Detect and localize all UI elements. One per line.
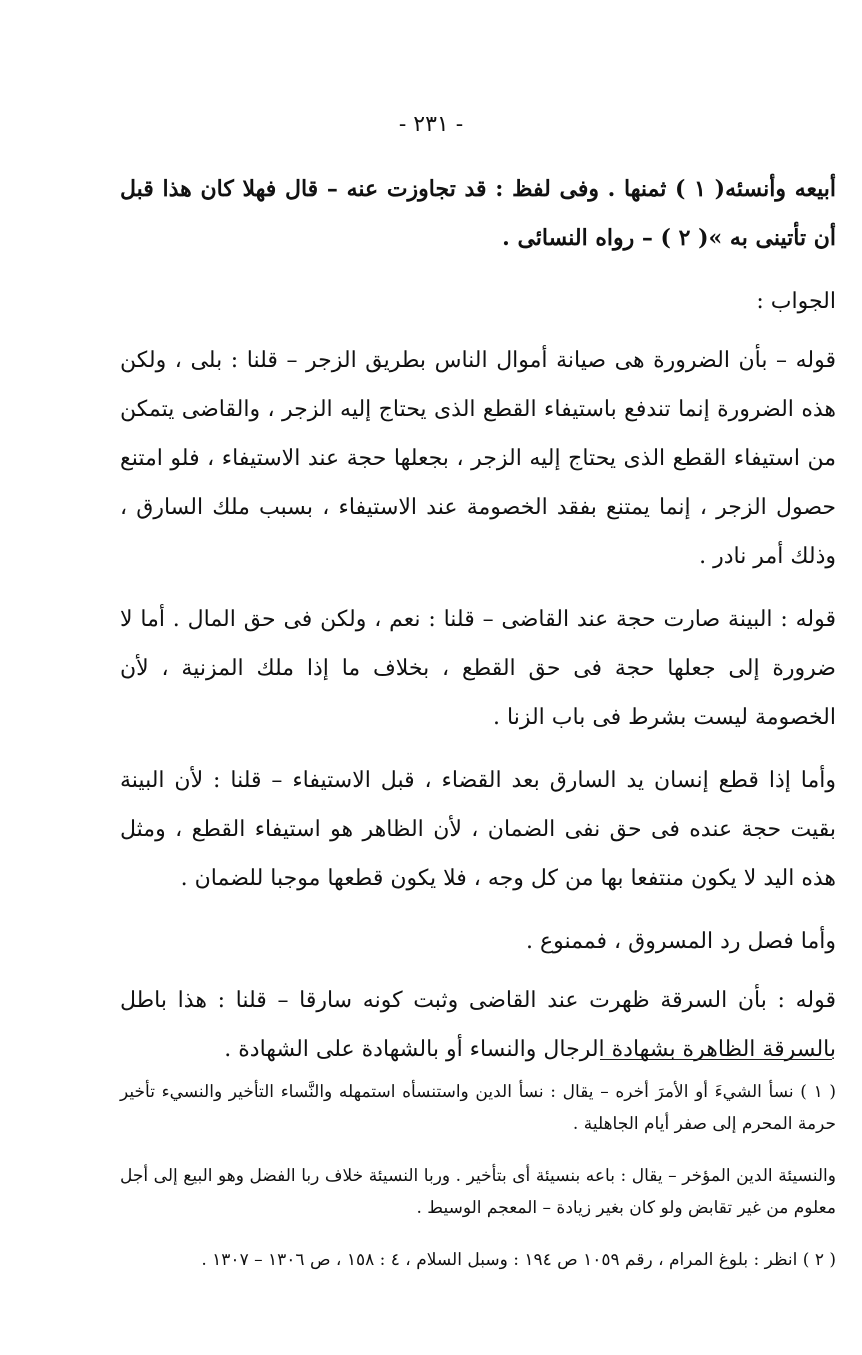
- paragraph-necessity: قوله – بأن الضرورة هى صيانة أموال الناس بطريق الزجر – قلنا : بلى ، ولكن هذه الضرورة إنما تندفع باستيفاء القطع الذى يحتاج إليه الزجر ، والقاضى يتمكن من استيفاء القطع الذى يحتاج إليه الزجر ، بجعلها حجة عند الاستيفاء ، فلو امتنع حصول الزجر ، إنما يمتنع بفقد الخصومة عند الاستيفاء ، بسبب ملك السارق ، وذلك أمر نادر .: [120, 348, 837, 569]
- main-text: [120, 165, 836, 1088]
- paragraph-hadith-ending: أبيعه وأنسئه( ١ ) ثمنها . وفى لفظ : قد تجاوزت عنه – قال فهلا كان هذا قبل أن تأتينى به »( ٢ ) – رواه النسائى .: [120, 176, 836, 251]
- paragraph-theft-proof: قوله : بأن السرقة ظهرت عند القاضى وثبت كونه سارقا – قلنا : هذا باطل بالسرقة الظاهرة بشهادة الرجال والنساء أو بالشهادة على الشهادة .: [120, 988, 836, 1062]
- footnote-1: ( ١ ) نسأ الشيءَ أو الأمرَ أخره – يقال : نسأ الدين واستنسأه استمهله والنَّساء التأخير والنسيء تأخير حرمة المحرم إلى صفر أيام الجاهلية .: [120, 1082, 836, 1134]
- page-number: - ٢٣١ -: [398, 112, 464, 137]
- paragraph-answer-heading: الجواب :: [756, 289, 836, 314]
- footnote-1-continued: والنسيئة الدين المؤخر – يقال : باعه بنسيئة أى بتأخير . وربا النسيئة خلاف ربا الفضل وهو البيع إلى أجل معلوم من غير تقابض ولو كان بغير زيادة – المعجم الوسيط .: [120, 1166, 836, 1218]
- paragraph-amputation-before-execution: وأما إذا قطع إنسان يد السارق بعد القضاء ، قبل الاستيفاء – قلنا : لأن البينة بقيت حجة عنده فى حق نفى الضمان ، لأن الظاهر هو استيفاء القطع ، ومثل هذه اليد لا يكون منتفعا بها من كل وجه ، فلا يكون قطعها موجبا للضمان .: [120, 768, 836, 891]
- footnote-2: ( ٢ ) انظر : بلوغ المرام ، رقم ١٠٥٩ ص ١٩٤ : وسبل السلام ، ٤ : ١٥٨ ، ص ١٣٠٦ – ١٣٠٧ .: [201, 1250, 836, 1270]
- footnotes: [120, 1076, 836, 1296]
- footnote-divider: [600, 1059, 832, 1060]
- paragraph-returning-stolen: وأما فصل رد المسروق ، فممنوع .: [525, 929, 836, 954]
- paragraph-evidence: قوله : البينة صارت حجة عند القاضى – قلنا : نعم ، ولكن فى حق المال . أما لا ضرورة إلى جعلها حجة فى حق القطع ، بخلاف ما إذا ملك المزنية ، لأن الخصومة ليست بشرط فى باب الزنا .: [120, 607, 836, 730]
